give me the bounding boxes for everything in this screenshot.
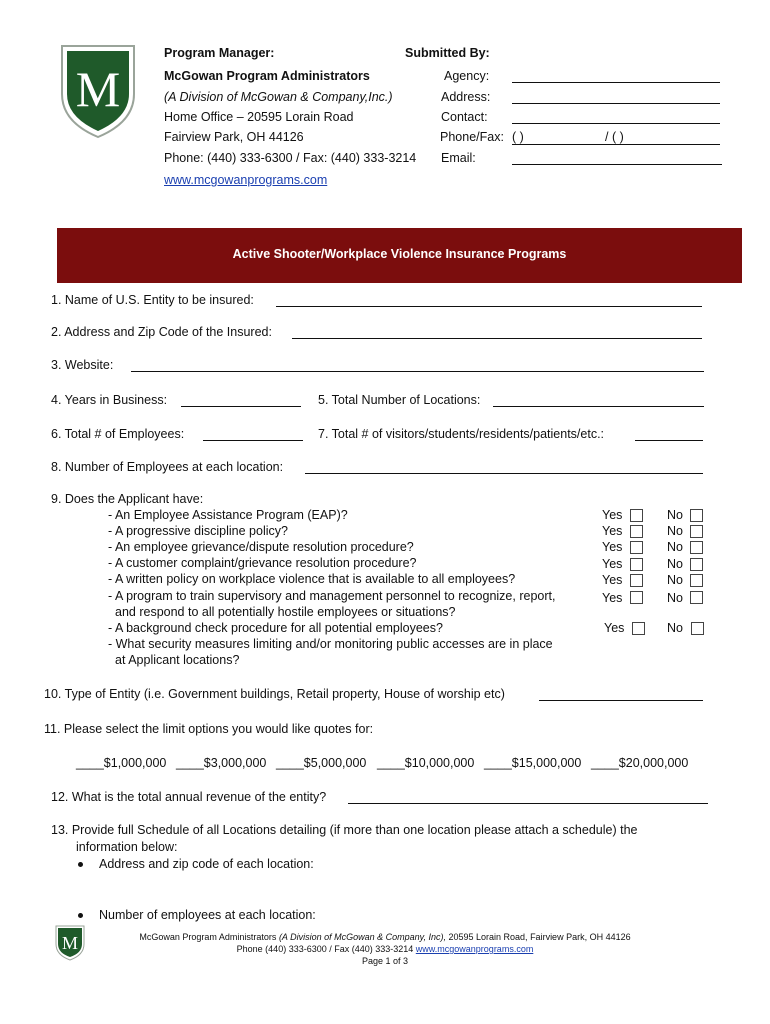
q5-field[interactable] <box>493 406 704 407</box>
logo-letter: M <box>75 61 121 117</box>
q9-item-background-check: - A background check procedure for all potential employees? <box>108 621 443 635</box>
q10-label: 10. Type of Entity (i.e. Government buildings, Retail property, House of worship etc) <box>44 687 505 701</box>
q13-label: 13. Provide full Schedule of all Locations detailing (if more than one location please attach a schedule) the <box>51 823 638 837</box>
yes-checkbox[interactable] <box>630 541 643 554</box>
q9-item-written-policy: - A written policy on workplace violence that is available to all employees? <box>108 572 516 586</box>
footer-website-link[interactable]: www.mcgowanprograms.com <box>415 944 534 954</box>
q9-item-training-program: - A program to train supervisory and management personnel to recognize, report, <box>108 589 556 603</box>
footer-division: (A Division of McGowan & Company, Inc), <box>278 932 446 942</box>
footer-company: McGowan Program Administrators <box>139 932 279 942</box>
no-checkbox[interactable] <box>690 525 703 538</box>
q12-field[interactable] <box>348 803 708 804</box>
q2-label: 2. Address and Zip Code of the Insured: <box>51 325 272 339</box>
no-checkbox[interactable] <box>690 591 703 604</box>
footer-logo-letter: M <box>61 933 79 953</box>
q9-item-eap: - An Employee Assistance Program (EAP)? <box>108 508 348 522</box>
q9-item-grievance: - An employee grievance/dispute resolution procedure? <box>108 540 414 554</box>
q11-label: 11. Please select the limit options you would like quotes for: <box>44 722 374 736</box>
q9-item-discipline: - A progressive discipline policy? <box>108 524 288 538</box>
no-checkbox[interactable] <box>690 574 703 587</box>
no-checkbox[interactable] <box>690 541 703 554</box>
submitted-by-label: Submitted By: <box>405 46 490 60</box>
bullet-dot <box>78 862 83 867</box>
q13-label-cont: information below: <box>76 840 178 854</box>
q1-field[interactable] <box>276 306 702 307</box>
q6-label: 6. Total # of Employees: <box>51 427 185 441</box>
phone-area-code: ( ) <box>512 130 524 144</box>
phonefax-field[interactable] <box>512 144 720 145</box>
contact-label: Contact: <box>441 110 488 124</box>
address-field[interactable] <box>512 103 720 104</box>
footer-line-1 <box>0 932 770 942</box>
q9-item-training-program-cont: and respond to all potentially hostile employees or situations? <box>115 605 456 619</box>
q7-label: 7. Total # of visitors/students/residents/patients/etc.: <box>318 427 605 441</box>
yes-label: Yes <box>602 540 623 554</box>
limit-option-10m[interactable]: ____$10,000,000 <box>377 756 475 770</box>
q3-label: 3. Website: <box>51 358 114 372</box>
no-checkbox[interactable] <box>690 558 703 571</box>
yes-checkbox[interactable] <box>630 574 643 587</box>
title-banner <box>57 228 742 283</box>
no-label: No <box>667 524 683 538</box>
q9-item-customer-complaint: - A customer complaint/grievance resolution procedure? <box>108 556 417 570</box>
no-label: No <box>667 508 683 522</box>
yes-label: Yes <box>602 557 623 571</box>
no-label: No <box>667 591 683 605</box>
footer-phone: Phone (440) 333-6300 / Fax (440) 333-3214 <box>236 944 416 954</box>
company-address-1: Home Office – 20595 Lorain Road <box>164 110 354 124</box>
yes-label: Yes <box>602 508 623 522</box>
agency-label: Agency: <box>444 69 490 83</box>
address-label: Address: <box>441 90 491 104</box>
no-label: No <box>667 540 683 554</box>
q9-label: 9. Does the Applicant have: <box>51 492 204 506</box>
q3-field[interactable] <box>131 371 704 372</box>
yes-checkbox[interactable] <box>632 622 645 635</box>
page-number: Page 1 of 3 <box>361 956 409 966</box>
no-label: No <box>667 621 683 635</box>
email-field[interactable] <box>512 164 722 165</box>
no-checkbox[interactable] <box>691 622 704 635</box>
q9-item-security-measures: - What security measures limiting and/or monitoring public accesses are in place <box>108 637 553 651</box>
q12-label: 12. What is the total annual revenue of the entity? <box>51 790 327 804</box>
yes-label: Yes <box>602 524 623 538</box>
yes-checkbox[interactable] <box>630 558 643 571</box>
no-checkbox[interactable] <box>690 509 703 522</box>
limit-option-15m[interactable]: ____$15,000,000 <box>484 756 582 770</box>
q5-label: 5. Total Number of Locations: <box>318 393 481 407</box>
program-manager-label: Program Manager: <box>164 46 275 60</box>
company-logo-shield <box>58 42 138 140</box>
company-name: McGowan Program Administrators <box>164 69 370 83</box>
q6-field[interactable] <box>203 440 303 441</box>
q13-bullet-address: Address and zip code of each location: <box>99 857 314 871</box>
bullet-dot <box>78 913 83 918</box>
banner-title: Active Shooter/Workplace Violence Insurance Programs <box>232 247 567 261</box>
q4-field[interactable] <box>181 406 301 407</box>
yes-label: Yes <box>604 621 625 635</box>
no-label: No <box>667 573 683 587</box>
q7-field[interactable] <box>635 440 703 441</box>
limit-option-3m[interactable]: ____$3,000,000 <box>176 756 267 770</box>
q8-field[interactable] <box>305 473 703 474</box>
contact-field[interactable] <box>512 123 720 124</box>
yes-checkbox[interactable] <box>630 591 643 604</box>
yes-checkbox[interactable] <box>630 525 643 538</box>
phonefax-label: Phone/Fax: <box>440 130 504 144</box>
footer-address: 20595 Lorain Road, Fairview Park, OH 44126 <box>446 932 631 942</box>
company-phone: Phone: (440) 333-6300 / Fax: (440) 333-3214 <box>164 151 417 165</box>
q9-item-security-measures-cont: at Applicant locations? <box>115 653 240 667</box>
company-website-link[interactable]: www.mcgowanprograms.com <box>164 173 328 187</box>
limit-option-20m[interactable]: ____$20,000,000 <box>591 756 689 770</box>
q13-bullet-employees: Number of employees at each location: <box>99 908 316 922</box>
email-label: Email: <box>441 151 476 165</box>
company-address-2: Fairview Park, OH 44126 <box>164 130 304 144</box>
fax-area-code: / ( ) <box>605 130 624 144</box>
footer-line-2 <box>0 944 770 954</box>
company-division: (A Division of McGowan & Company,Inc.) <box>164 90 393 104</box>
agency-field[interactable] <box>512 82 720 83</box>
no-label: No <box>667 557 683 571</box>
q4-label: 4. Years in Business: <box>51 393 168 407</box>
q10-field[interactable] <box>539 700 703 701</box>
yes-checkbox[interactable] <box>630 509 643 522</box>
limit-option-1m[interactable]: ____$1,000,000 <box>76 756 167 770</box>
yes-label: Yes <box>602 591 623 605</box>
q1-label: 1. Name of U.S. Entity to be insured: <box>51 293 254 307</box>
yes-label: Yes <box>602 573 623 587</box>
q8-label: 8. Number of Employees at each location: <box>51 460 284 474</box>
limit-option-5m[interactable]: ____$5,000,000 <box>276 756 367 770</box>
q2-field[interactable] <box>292 338 702 339</box>
